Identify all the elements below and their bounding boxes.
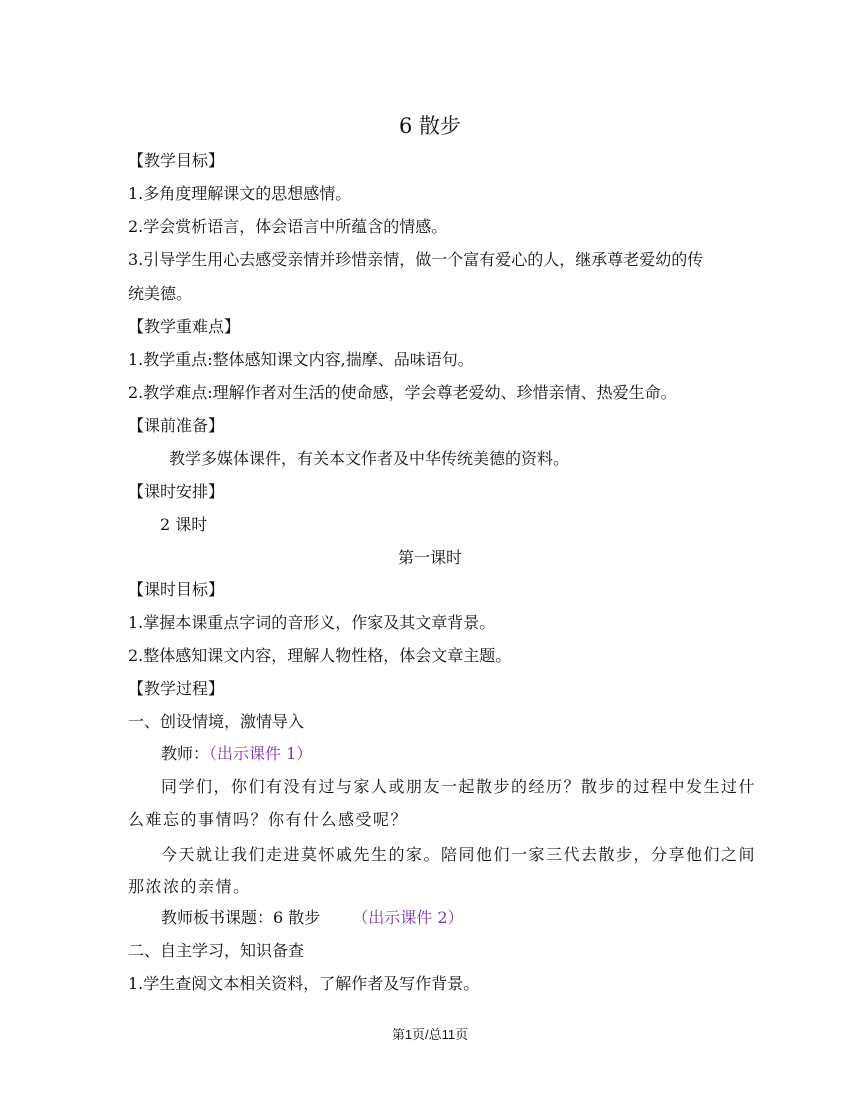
goal-2: 2.学会赏析语言，体会语言中所蕴含的情感。: [128, 217, 448, 236]
para-2-line-1: 今天就让我们走进莫怀戚先生的家。陪同他们一家三代去散步，分享他们之间: [161, 845, 757, 864]
para-1-line-1: 同学们，你们有没有过与家人或朋友一起散步的经历？散步的过程中发生过什: [161, 777, 757, 796]
para-2-line-2: 那浓浓的亲情。: [128, 877, 251, 896]
schedule-text: 2 课时: [160, 515, 208, 534]
teacher-line: [161, 744, 312, 764]
courseware-1-note: （出示课件 1）: [209, 744, 313, 763]
board-title: 教师板书课题：6 散步: [161, 908, 321, 927]
process-heading: 【教学过程】: [128, 679, 225, 698]
step-1-heading: 一、创设情境，激情导入: [128, 712, 305, 731]
step-2-heading: 二、自主学习，知识备查: [128, 941, 305, 960]
prep-text: 教学多媒体课件，有关本文作者及中华传统美德的资料。: [169, 449, 570, 468]
lesson-one-heading: 第一课时: [397, 548, 462, 567]
page-footer: 第1页/总11页: [391, 1027, 469, 1042]
para-1-line-2: 么难忘的事情吗？你有什么感受呢？: [128, 810, 409, 829]
goal-1: 1.多角度理解课文的思想感情。: [128, 184, 352, 203]
key-2: 2.教学难点:理解作者对生活的使命感，学会尊老爱幼、珍惜亲情、热爱生命。: [128, 383, 677, 402]
lesson-goal-1: 1.掌握本课重点字词的音形义，作家及其文章背景。: [128, 613, 496, 632]
schedule-heading: 【课时安排】: [128, 482, 225, 501]
goal-3-line-1: 3.引导学生用心去感受亲情并珍惜亲情，做一个富有爱心的人，继承尊老爱幼的传: [128, 250, 704, 269]
goals-heading: 【教学目标】: [128, 151, 225, 170]
teacher-label: 教师：: [161, 744, 210, 763]
lesson-goal-2: 2.整体感知课文内容，理解人物性格，体会文章主题。: [128, 646, 512, 665]
key-heading: 【教学重难点】: [128, 317, 241, 336]
key-1: 1.教学重点:整体感知课文内容,揣摩、品味语句。: [128, 350, 474, 369]
lesson-goals-heading: 【课时目标】: [128, 580, 225, 599]
step-2-item-1: 1.学生查阅文本相关资料，了解作者及写作背景。: [128, 974, 480, 993]
courseware-2-note: （出示课件 2）: [352, 908, 464, 927]
page-title: 6 散步: [398, 114, 462, 138]
board-title-line: [161, 908, 464, 928]
goal-3-line-2: 统美德。: [128, 284, 193, 303]
prep-heading: 【课前准备】: [128, 416, 225, 435]
